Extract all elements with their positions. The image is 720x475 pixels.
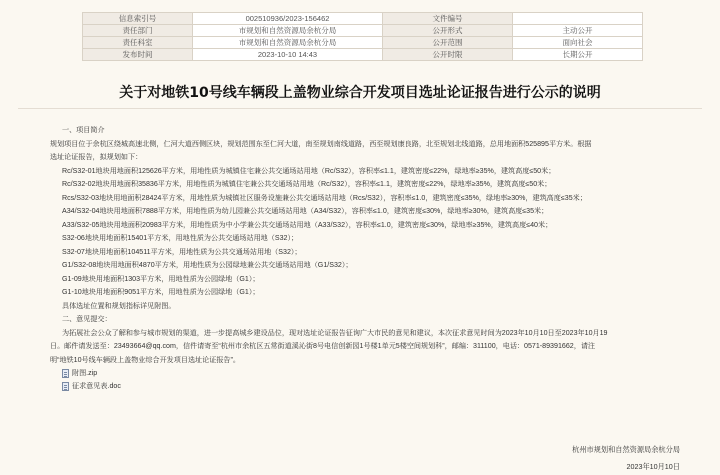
parcel-item: G1-09地块用地面积1303平方米，用地性质为公园绿地（G1）； xyxy=(62,274,260,283)
meta-label: 责任科室 xyxy=(83,37,193,49)
meta-label: 公开范围 xyxy=(383,37,513,49)
meta-value: 市规划和自然资源局余杭分局 xyxy=(193,37,383,49)
title-divider xyxy=(18,108,702,109)
meta-label: 信息索引号 xyxy=(83,13,193,25)
meta-row xyxy=(83,13,643,25)
parcel-item: G1-10地块用地面积9051平方米，用地性质为公园绿地（G1）； xyxy=(62,288,260,296)
detail-note: 具体选址位置和规划指标详见附图。 xyxy=(62,301,176,310)
meta-row xyxy=(83,49,643,61)
zip-file-icon xyxy=(62,369,69,378)
attachment-name[interactable]: 附图.zip xyxy=(72,369,98,377)
parcel-item: S32-07地块用地面积104511平方米，用地性质为公共交通场站用地（S32）； xyxy=(62,247,302,256)
article-body xyxy=(50,124,694,393)
intro-paragraph-line: 选址论证报告，拟规划如下： xyxy=(50,153,143,161)
section-heading-opinion: 二、意见提交： xyxy=(62,315,112,323)
meta-label: 公开形式 xyxy=(383,25,513,37)
section-heading-project: 一、项目简介 xyxy=(62,126,105,134)
parcel-item: Rc/S32-01地块用地面积125626平方米，用地性质为城镇住宅兼公共交通场站用地（Rc/S32），容积率≤1.1，建筑密度≤22%，绿地率≥35%，建筑高度≤50米； xyxy=(62,166,556,175)
parcel-item: A34/S32-04地块用地面积7888平方米，用地性质为幼儿园兼公共交通场站用地（A34/S32），容积率≤1.0，建筑密度≤30%，绿地率≥30%，建筑高度≤35米； xyxy=(62,207,549,215)
meta-label: 公开时限 xyxy=(383,49,513,61)
meta-value: 面向社会 xyxy=(513,37,643,49)
opinion-paragraph-line: 日。邮件请发送至：23493664@qq.com，信件请寄至“杭州市余杭区五常街道溪沁街8号电信创新园1号楼1单元5楼空间规划科”，邮编：311100，电话：0571-89391662，请注 xyxy=(50,342,596,350)
meta-label: 责任部门 xyxy=(83,25,193,37)
opinion-paragraph-line: 为拓展社会公众了解和参与城市规划的渠道，进一步提高城乡建设品位，现对选址论证报告征询广大市民的意见和建议，本次征求意见时间为2023年10月10日至2023年10月19 xyxy=(62,328,608,337)
parcel-list xyxy=(50,165,694,300)
meta-value: 市规划和自然资源局余杭分局 xyxy=(193,25,383,37)
parcel-item: Rcs/S32-03地块用地面积28424平方米，用地性质为城镇社区服务设施兼公共交通场站用地（Rcs/S32），容积率≤1.0，建筑密度≤35%，绿地率≥30%，建筑高度≤35米； xyxy=(62,193,587,202)
meta-label: 发布时间 xyxy=(83,49,193,61)
meta-row xyxy=(83,25,643,37)
attachment-link-map[interactable] xyxy=(50,367,694,380)
parcel-item: S32-06地块用地面积15401平方米，用地性质为公共交通场站用地（S32）； xyxy=(62,234,299,242)
meta-row xyxy=(83,37,643,49)
attachment-link-form[interactable] xyxy=(50,380,694,393)
doc-file-icon xyxy=(62,382,69,391)
meta-value xyxy=(513,13,643,25)
meta-value: 002510936/2023-156462 xyxy=(193,13,383,25)
meta-value: 主动公开 xyxy=(513,25,643,37)
intro-paragraph-line: 规划项目位于余杭区绕城高速北侧，仁河大道西侧区块，规划范围东至仁河大道，南至规划南线道路，西至规划康良路，北至规划北线道路，总用地面积525895平方米。根据 xyxy=(50,139,592,148)
meta-label: 文件编号 xyxy=(383,13,513,25)
meta-value: 2023-10-10 14:43 xyxy=(193,49,383,61)
info-metadata-table xyxy=(82,12,643,61)
opinion-paragraph-line: 明“地铁10号线车辆段上盖物业综合开发项目选址论证报告”。 xyxy=(50,355,240,364)
page-title: 关于对地铁10号线车辆段上盖物业综合开发项目选址论证报告进行公示的说明 xyxy=(119,85,601,101)
parcel-item: Rc/S32-02地块用地面积35836平方米，用地性质为城镇住宅兼公共交通场站用地（Rc/S32），容积率≤1.1，建筑密度≤22%，绿地率≥35%，建筑高度≤50米； xyxy=(62,180,552,188)
parcel-item: G1/S32-08地块用地面积4870平方米，用地性质为公园绿地兼公共交通场站用地（G1/S32）； xyxy=(62,261,353,269)
attachment-name[interactable]: 征求意见表.doc xyxy=(72,382,121,390)
signature-org: 杭州市规划和自然资源局余杭分局 xyxy=(572,445,680,454)
parcel-item: A33/S32-05地块用地面积20983平方米，用地性质为中小学兼公共交通场站用地（A33/S32），容积率≤1.0，建筑密度≤30%，绿地率≥35%，建筑高度≤40米； xyxy=(62,220,553,229)
meta-value: 长期公开 xyxy=(513,49,643,61)
signature-date: 2023年10月10日 xyxy=(626,462,680,471)
